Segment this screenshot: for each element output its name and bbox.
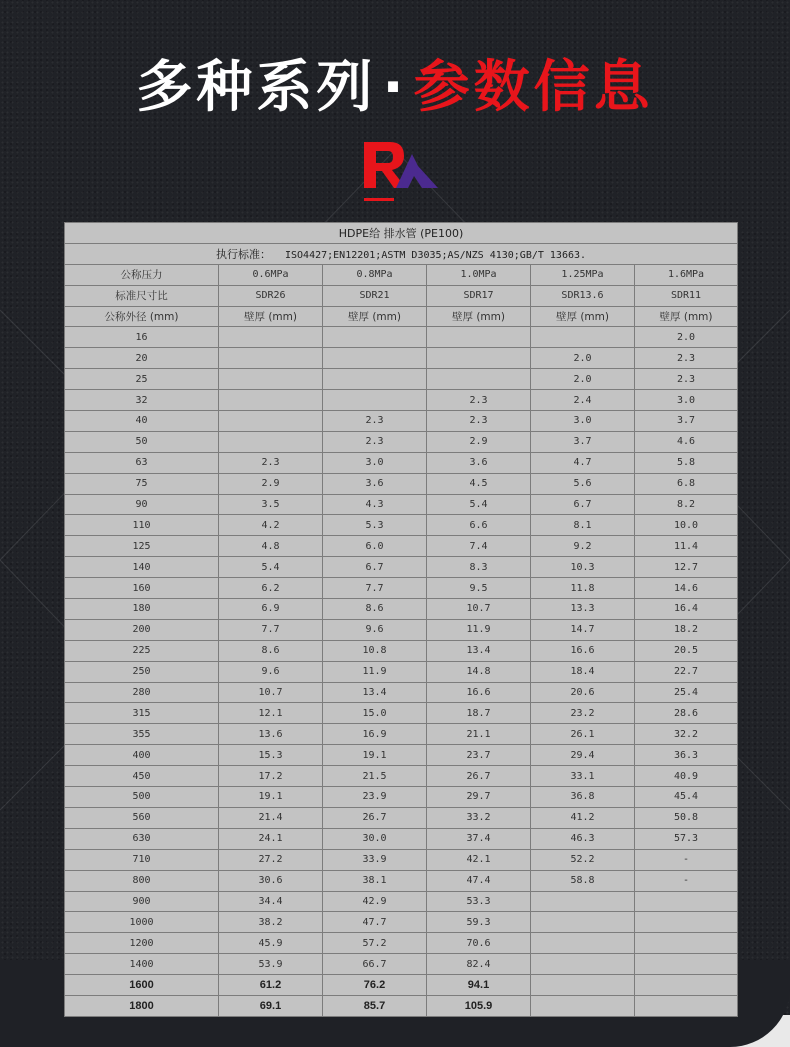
wall-thickness-cell: 4.3 — [323, 494, 427, 515]
od-cell: 110 — [65, 515, 219, 536]
wall-thickness-cell: 58.8 — [531, 870, 635, 891]
table-row — [65, 515, 738, 536]
sdr-cell: SDR11 — [635, 285, 738, 306]
wall-thickness-cell: 2.3 — [323, 431, 427, 452]
od-cell: 1200 — [65, 933, 219, 954]
wall-thickness-cell: 7.4 — [427, 536, 531, 557]
title-dot: · — [382, 55, 408, 120]
wall-thickness-cell — [635, 933, 738, 954]
wall-thickness-cell: 38.1 — [323, 870, 427, 891]
spec-table-container — [64, 222, 737, 1015]
wall-thickness-cell: 8.6 — [323, 599, 427, 620]
wall-thickness-cell: 6.2 — [219, 578, 323, 599]
wall-thickness-cell: 13.3 — [531, 599, 635, 620]
spec-table — [64, 222, 738, 1017]
units-row — [65, 306, 738, 327]
pressure-cell: 1.0MPa — [427, 264, 531, 285]
wall-thickness-cell: 13.6 — [219, 724, 323, 745]
wall-thickness-cell: 57.3 — [635, 828, 738, 849]
wall-thickness-cell: 27.2 — [219, 849, 323, 870]
wall-thickness-cell: 28.6 — [635, 703, 738, 724]
od-cell: 280 — [65, 682, 219, 703]
wall-thickness-cell: 37.4 — [427, 828, 531, 849]
table-row — [65, 452, 738, 473]
wall-thickness-cell — [531, 327, 635, 348]
wall-thickness-cell: 12.7 — [635, 557, 738, 578]
wall-thickness-cell — [531, 995, 635, 1016]
wall-thickness-cell — [219, 348, 323, 369]
wall-thickness-cell: 2.3 — [635, 369, 738, 390]
wall-thickness-cell: 69.1 — [219, 995, 323, 1016]
od-cell: 250 — [65, 661, 219, 682]
wall-thickness-cell: 3.0 — [635, 390, 738, 411]
wall-thickness-cell: 5.8 — [635, 452, 738, 473]
table-row — [65, 849, 738, 870]
wall-thickness-cell: 18.4 — [531, 661, 635, 682]
od-cell: 400 — [65, 745, 219, 766]
wall-thickness-cell: 4.8 — [219, 536, 323, 557]
wall-thickness-cell — [323, 369, 427, 390]
wall-thickness-cell: 2.0 — [531, 369, 635, 390]
wall-thickness-cell — [635, 954, 738, 975]
wall-thickness-cell: 6.0 — [323, 536, 427, 557]
wall-thickness-cell: 4.6 — [635, 431, 738, 452]
pressure-cell: 1.6MPa — [635, 264, 738, 285]
od-cell: 710 — [65, 849, 219, 870]
wall-thickness-cell — [323, 390, 427, 411]
wall-thickness-cell: 19.1 — [323, 745, 427, 766]
od-cell: 355 — [65, 724, 219, 745]
wall-thickness-cell: 13.4 — [323, 682, 427, 703]
table-row — [65, 933, 738, 954]
wall-thickness-cell: - — [635, 870, 738, 891]
wall-thickness-cell: 10.7 — [427, 599, 531, 620]
wall-thickness-cell: 45.4 — [635, 787, 738, 808]
table-row — [65, 661, 738, 682]
wall-thickness-cell: 22.7 — [635, 661, 738, 682]
wall-thickness-cell: 8.3 — [427, 557, 531, 578]
od-cell: 180 — [65, 599, 219, 620]
table-row — [65, 411, 738, 432]
wall-thickness-cell: 33.2 — [427, 807, 531, 828]
wall-thickness-cell: 20.5 — [635, 640, 738, 661]
od-label: 公称外径 (mm) — [65, 306, 219, 327]
wall-thickness-cell: 21.1 — [427, 724, 531, 745]
table-row — [65, 557, 738, 578]
wall-thickness-cell: 105.9 — [427, 995, 531, 1016]
table-row — [65, 390, 738, 411]
od-cell: 800 — [65, 870, 219, 891]
wall-thickness-cell: 70.6 — [427, 933, 531, 954]
wall-thickness-cell: 19.1 — [219, 787, 323, 808]
wall-thickness-cell: 3.7 — [635, 411, 738, 432]
standard-label: 执行标准： — [216, 247, 271, 261]
wall-thickness-cell: 23.9 — [323, 787, 427, 808]
wall-thickness-cell: 3.0 — [531, 411, 635, 432]
od-cell: 90 — [65, 494, 219, 515]
od-cell: 1000 — [65, 912, 219, 933]
wall-thickness-cell: 33.9 — [323, 849, 427, 870]
wall-thickness-cell: 4.5 — [427, 473, 531, 494]
wall-thickness-cell: 4.7 — [531, 452, 635, 473]
table-row — [65, 640, 738, 661]
wall-thickness-cell: 2.9 — [219, 473, 323, 494]
wall-thickness-cell: 2.4 — [531, 390, 635, 411]
wall-label: 壁厚 (mm) — [531, 306, 635, 327]
od-cell: 450 — [65, 766, 219, 787]
wall-thickness-cell — [219, 369, 323, 390]
wall-thickness-cell: 3.5 — [219, 494, 323, 515]
wall-thickness-cell — [219, 390, 323, 411]
wall-thickness-cell: 29.7 — [427, 787, 531, 808]
od-cell: 225 — [65, 640, 219, 661]
wall-thickness-cell: 82.4 — [427, 954, 531, 975]
wall-thickness-cell — [531, 891, 635, 912]
wall-thickness-cell: 7.7 — [219, 619, 323, 640]
wall-thickness-cell — [531, 954, 635, 975]
table-row — [65, 431, 738, 452]
wall-thickness-cell: 2.0 — [531, 348, 635, 369]
wall-thickness-cell: 76.2 — [323, 975, 427, 996]
table-row — [65, 682, 738, 703]
table-row — [65, 870, 738, 891]
pressure-label: 公称压力 — [65, 264, 219, 285]
wall-thickness-cell: 16.9 — [323, 724, 427, 745]
wall-thickness-cell — [427, 327, 531, 348]
wall-thickness-cell: - — [635, 849, 738, 870]
wall-thickness-cell: 23.7 — [427, 745, 531, 766]
wall-thickness-cell: 53.9 — [219, 954, 323, 975]
wall-thickness-cell: 57.2 — [323, 933, 427, 954]
wall-thickness-cell: 23.2 — [531, 703, 635, 724]
wall-thickness-cell: 14.8 — [427, 661, 531, 682]
wall-thickness-cell: 2.3 — [635, 348, 738, 369]
od-cell: 1600 — [65, 975, 219, 996]
sdr-cell: SDR21 — [323, 285, 427, 306]
wall-thickness-cell: 50.8 — [635, 807, 738, 828]
wall-thickness-cell: 25.4 — [635, 682, 738, 703]
od-cell: 1800 — [65, 995, 219, 1016]
od-cell: 25 — [65, 369, 219, 390]
table-row — [65, 578, 738, 599]
od-cell: 125 — [65, 536, 219, 557]
wall-thickness-cell: 2.3 — [323, 411, 427, 432]
wall-thickness-cell: 36.8 — [531, 787, 635, 808]
od-cell: 160 — [65, 578, 219, 599]
wall-label: 壁厚 (mm) — [427, 306, 531, 327]
sdr-label: 标准尺寸比 — [65, 285, 219, 306]
wall-thickness-cell: 29.4 — [531, 745, 635, 766]
wall-thickness-cell: 10.0 — [635, 515, 738, 536]
wall-thickness-cell — [531, 933, 635, 954]
wall-thickness-cell: 32.2 — [635, 724, 738, 745]
wall-thickness-cell: 59.3 — [427, 912, 531, 933]
od-cell: 630 — [65, 828, 219, 849]
wall-thickness-cell — [635, 912, 738, 933]
table-row — [65, 599, 738, 620]
table-row — [65, 891, 738, 912]
wall-thickness-cell — [427, 369, 531, 390]
wall-thickness-cell — [219, 411, 323, 432]
table-row — [65, 536, 738, 557]
sdr-cell: SDR26 — [219, 285, 323, 306]
wall-thickness-cell — [219, 327, 323, 348]
wall-thickness-cell — [531, 912, 635, 933]
table-row — [65, 619, 738, 640]
brand-logo — [360, 136, 440, 206]
wall-thickness-cell — [219, 431, 323, 452]
wall-thickness-cell — [635, 891, 738, 912]
standard-value: ISO4427;EN12201;ASTM D3035;AS/NZS 4130;GB/T 13663. — [285, 249, 587, 261]
pressure-cell: 0.6MPa — [219, 264, 323, 285]
od-cell: 500 — [65, 787, 219, 808]
sdr-cell: SDR13.6 — [531, 285, 635, 306]
wall-thickness-cell: 42.1 — [427, 849, 531, 870]
pressure-row — [65, 264, 738, 285]
wall-thickness-cell: 11.9 — [427, 619, 531, 640]
od-cell: 50 — [65, 431, 219, 452]
table-row — [65, 348, 738, 369]
wall-thickness-cell: 36.3 — [635, 745, 738, 766]
wall-thickness-cell: 16.6 — [531, 640, 635, 661]
wall-thickness-cell: 9.2 — [531, 536, 635, 557]
wall-thickness-cell: 26.7 — [323, 807, 427, 828]
wall-thickness-cell: 3.6 — [427, 452, 531, 473]
wall-label: 壁厚 (mm) — [635, 306, 738, 327]
wall-thickness-cell — [635, 975, 738, 996]
table-row — [65, 995, 738, 1016]
wall-thickness-cell: 40.9 — [635, 766, 738, 787]
title-white: 多种系列 — [136, 55, 377, 120]
wall-thickness-cell: 85.7 — [323, 995, 427, 1016]
table-row — [65, 327, 738, 348]
table-row — [65, 766, 738, 787]
wall-thickness-cell: 41.2 — [531, 807, 635, 828]
table-row — [65, 828, 738, 849]
wall-thickness-cell: 8.1 — [531, 515, 635, 536]
od-cell: 16 — [65, 327, 219, 348]
wall-thickness-cell: 26.7 — [427, 766, 531, 787]
od-cell: 63 — [65, 452, 219, 473]
table-row — [65, 912, 738, 933]
wall-thickness-cell: 16.6 — [427, 682, 531, 703]
wall-thickness-cell: 18.2 — [635, 619, 738, 640]
wall-thickness-cell: 3.0 — [323, 452, 427, 473]
od-cell: 560 — [65, 807, 219, 828]
wall-thickness-cell: 33.1 — [531, 766, 635, 787]
wall-thickness-cell: 4.2 — [219, 515, 323, 536]
wall-thickness-cell: 11.8 — [531, 578, 635, 599]
wall-thickness-cell: 21.4 — [219, 807, 323, 828]
wall-label: 壁厚 (mm) — [219, 306, 323, 327]
wall-thickness-cell: 18.7 — [427, 703, 531, 724]
wall-thickness-cell: 47.7 — [323, 912, 427, 933]
wall-thickness-cell — [531, 975, 635, 996]
wall-thickness-cell: 17.2 — [219, 766, 323, 787]
od-cell: 200 — [65, 619, 219, 640]
table-row — [65, 954, 738, 975]
wall-thickness-cell: 8.6 — [219, 640, 323, 661]
wall-thickness-cell: 5.4 — [427, 494, 531, 515]
wall-thickness-cell: 10.3 — [531, 557, 635, 578]
od-cell: 315 — [65, 703, 219, 724]
table-row — [65, 703, 738, 724]
wall-thickness-cell: 6.6 — [427, 515, 531, 536]
wall-thickness-cell: 34.4 — [219, 891, 323, 912]
wall-thickness-cell: 42.9 — [323, 891, 427, 912]
wall-thickness-cell: 2.3 — [427, 390, 531, 411]
wall-thickness-cell: 94.1 — [427, 975, 531, 996]
wall-thickness-cell: 14.7 — [531, 619, 635, 640]
table-row — [65, 473, 738, 494]
wall-thickness-cell: 6.9 — [219, 599, 323, 620]
wall-thickness-cell: 2.3 — [427, 411, 531, 432]
wall-thickness-cell: 9.6 — [219, 661, 323, 682]
wall-thickness-cell: 14.6 — [635, 578, 738, 599]
wall-label: 壁厚 (mm) — [323, 306, 427, 327]
wall-thickness-cell: 3.7 — [531, 431, 635, 452]
wall-thickness-cell: 2.0 — [635, 327, 738, 348]
page-title — [0, 48, 790, 128]
wall-thickness-cell: 46.3 — [531, 828, 635, 849]
wall-thickness-cell — [323, 327, 427, 348]
table-row — [65, 787, 738, 808]
standard-row — [65, 243, 738, 264]
od-cell: 20 — [65, 348, 219, 369]
title-red: 参数信息 — [413, 55, 654, 120]
table-row — [65, 807, 738, 828]
wall-thickness-cell: 13.4 — [427, 640, 531, 661]
wall-thickness-cell: 2.3 — [219, 452, 323, 473]
wall-thickness-cell: 10.7 — [219, 682, 323, 703]
wall-thickness-cell: 6.7 — [323, 557, 427, 578]
sdr-row — [65, 285, 738, 306]
wall-thickness-cell: 45.9 — [219, 933, 323, 954]
table-row — [65, 975, 738, 996]
wall-thickness-cell — [323, 348, 427, 369]
wall-thickness-cell: 61.2 — [219, 975, 323, 996]
od-cell: 1400 — [65, 954, 219, 975]
od-cell: 40 — [65, 411, 219, 432]
wall-thickness-cell: 38.2 — [219, 912, 323, 933]
od-cell: 140 — [65, 557, 219, 578]
wall-thickness-cell: 26.1 — [531, 724, 635, 745]
od-cell: 75 — [65, 473, 219, 494]
table-row — [65, 494, 738, 515]
sdr-cell: SDR17 — [427, 285, 531, 306]
wall-thickness-cell: 9.6 — [323, 619, 427, 640]
wall-thickness-cell: 11.9 — [323, 661, 427, 682]
wall-thickness-cell — [635, 995, 738, 1016]
wall-thickness-cell: 30.0 — [323, 828, 427, 849]
wall-thickness-cell: 30.6 — [219, 870, 323, 891]
wall-thickness-cell: 47.4 — [427, 870, 531, 891]
wall-thickness-cell: 6.7 — [531, 494, 635, 515]
table-row — [65, 745, 738, 766]
wall-thickness-cell: 6.8 — [635, 473, 738, 494]
wall-thickness-cell: 15.0 — [323, 703, 427, 724]
wall-thickness-cell: 66.7 — [323, 954, 427, 975]
wall-thickness-cell: 3.6 — [323, 473, 427, 494]
wall-thickness-cell: 15.3 — [219, 745, 323, 766]
wall-thickness-cell: 8.2 — [635, 494, 738, 515]
od-cell: 32 — [65, 390, 219, 411]
table-title: HDPE给 排水管 (PE100) — [65, 223, 738, 244]
wall-thickness-cell: 16.4 — [635, 599, 738, 620]
wall-thickness-cell: 20.6 — [531, 682, 635, 703]
pressure-cell: 1.25MPa — [531, 264, 635, 285]
wall-thickness-cell: 5.3 — [323, 515, 427, 536]
wall-thickness-cell: 21.5 — [323, 766, 427, 787]
wall-thickness-cell: 9.5 — [427, 578, 531, 599]
wall-thickness-cell: 53.3 — [427, 891, 531, 912]
od-cell: 900 — [65, 891, 219, 912]
pressure-cell: 0.8MPa — [323, 264, 427, 285]
wall-thickness-cell: 52.2 — [531, 849, 635, 870]
wall-thickness-cell: 24.1 — [219, 828, 323, 849]
wall-thickness-cell: 5.4 — [219, 557, 323, 578]
table-row — [65, 369, 738, 390]
wall-thickness-cell — [427, 348, 531, 369]
wall-thickness-cell: 2.9 — [427, 431, 531, 452]
wall-thickness-cell: 11.4 — [635, 536, 738, 557]
wall-thickness-cell: 10.8 — [323, 640, 427, 661]
wall-thickness-cell: 12.1 — [219, 703, 323, 724]
wall-thickness-cell: 7.7 — [323, 578, 427, 599]
wall-thickness-cell: 5.6 — [531, 473, 635, 494]
table-row — [65, 724, 738, 745]
